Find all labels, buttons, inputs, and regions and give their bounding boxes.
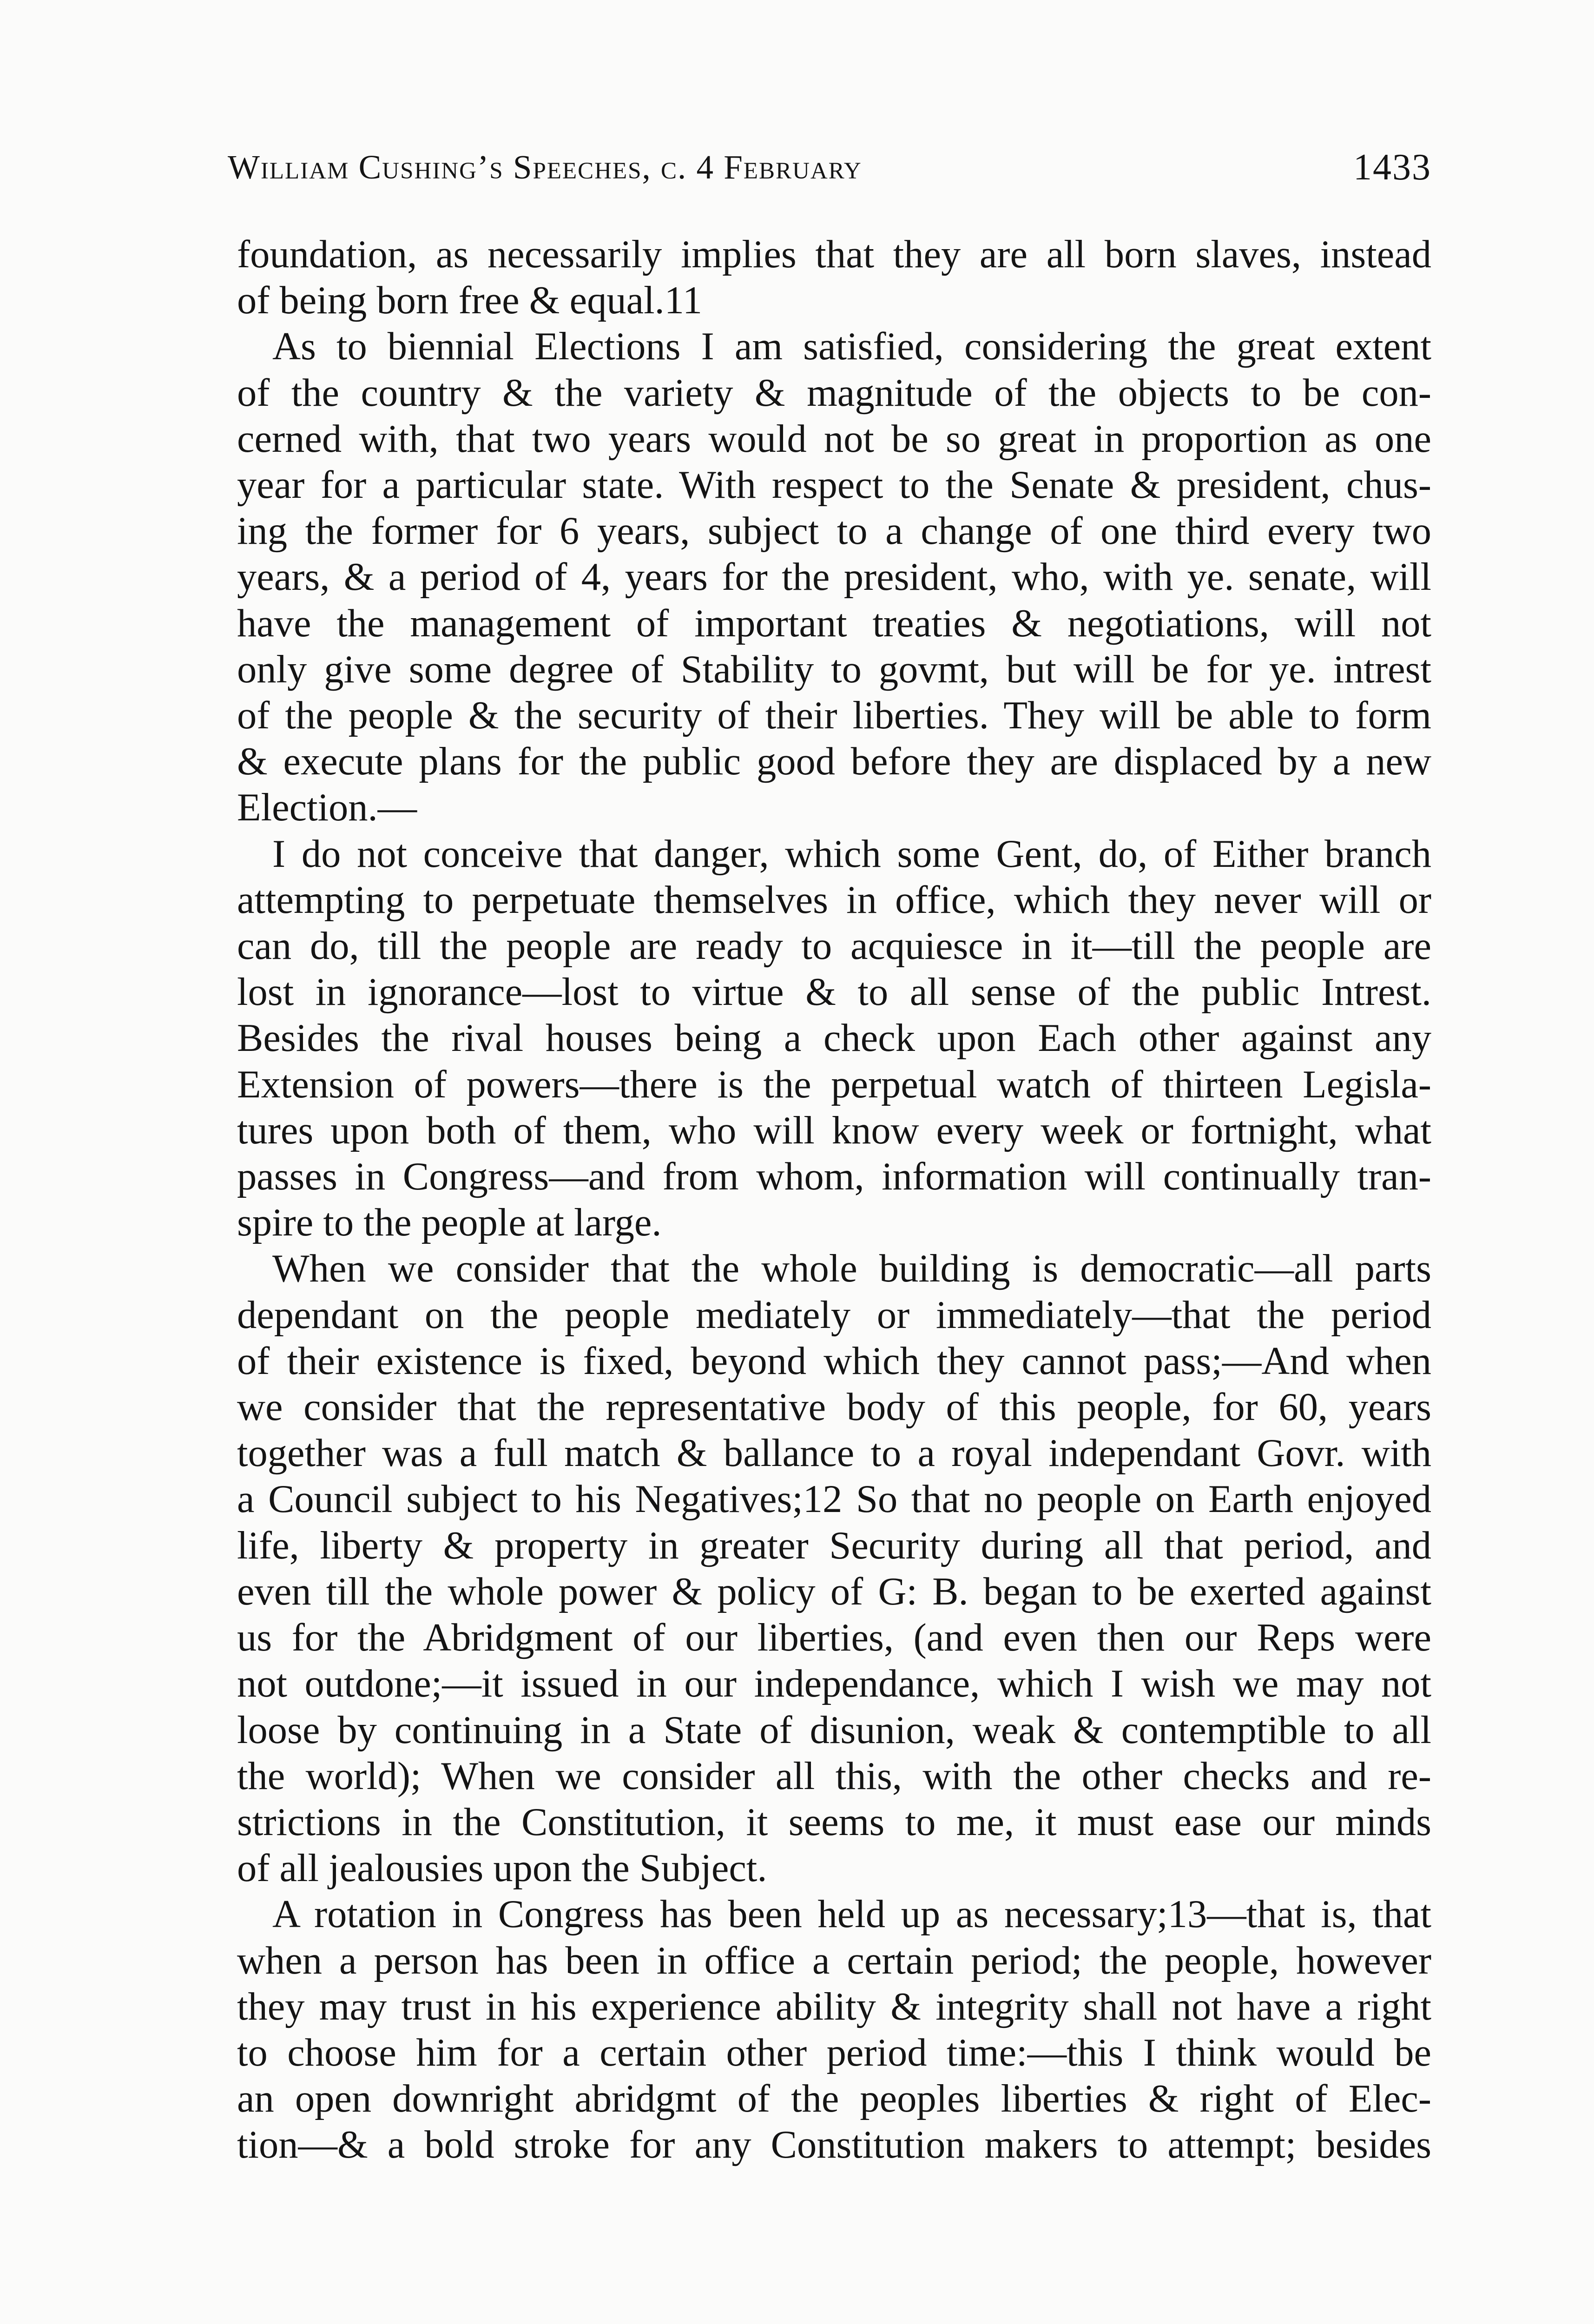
text-line: Election.— <box>237 786 417 830</box>
text-line: & execute plans for the public good before they are displaced by a new <box>237 740 1431 784</box>
page-number: 1433 <box>1353 147 1431 188</box>
text-line: of all jealousies upon the Subject. <box>237 1847 767 1890</box>
text-line: a Council subject to his Negatives;12 So that no people on Earth enjoyed <box>237 1478 1431 1521</box>
text-line: an open downright abridgmt of the peoples liberties & right of Elec- <box>237 2077 1431 2121</box>
text-line: attempting to perpetuate themselves in office, which they never will or <box>237 878 1431 922</box>
text-line: ing the former for 6 years, subject to a change of one third every two <box>237 509 1431 553</box>
text-line: strictions in the Constitution, it seems to me, it must ease our minds <box>237 1800 1431 1844</box>
running-head-title: William Cushing’s Speeches, c. 4 February <box>228 148 862 186</box>
text-line: spire to the people at large. <box>237 1201 662 1245</box>
text-line: foundation, as necessarily implies that they are all born slaves, instead <box>237 233 1431 276</box>
running-head <box>228 142 1431 193</box>
text-line: even till the whole power & policy of G: B. began to be exerted against <box>237 1570 1431 1613</box>
text-line: As to biennial Elections I am satisfied, considering the great extent <box>272 325 1431 369</box>
text-line: passes in Congress—and from whom, information will continually tran- <box>237 1155 1431 1199</box>
text-line: when a person has been in office a certain period; the people, however <box>237 1939 1431 1982</box>
text-line: of their existence is fixed, beyond which they cannot pass;—And when <box>237 1339 1431 1383</box>
text-line: us for the Abridgment of our liberties, (and even then our Reps were <box>237 1616 1431 1660</box>
text-line: Extension of powers—there is the perpetual watch of thirteen Legisla- <box>237 1063 1431 1106</box>
text-line: we consider that the representative body of this people, for 60, years <box>237 1386 1431 1429</box>
text-line: tion—& a bold stroke for any Constitution makers to attempt; besides <box>237 2123 1431 2167</box>
text-line: to choose him for a certain other period time:—this I think would be <box>237 2031 1431 2074</box>
text-line: dependant on the people mediately or immediately—that the period <box>237 1293 1431 1337</box>
text-line: When we consider that the whole building is democratic—all parts <box>272 1247 1431 1291</box>
text-line: together was a full match & ballance to a royal independant Govr. with <box>237 1432 1431 1475</box>
text-line: not outdone;—it issued in our independance, which I wish we may not <box>237 1662 1431 1706</box>
text-line: can do, till the people are ready to acquiesce in it—till the people are <box>237 924 1431 968</box>
text-line: year for a particular state. With respect to the Senate & president, chus- <box>237 463 1431 507</box>
body-text <box>237 231 1431 2168</box>
text-line: life, liberty & property in greater Security during all that period, and <box>237 1524 1431 1567</box>
text-line: years, & a period of 4, years for the president, who, with ye. senate, will <box>237 555 1431 599</box>
text-line: the world); When we consider all this, with the other checks and re- <box>237 1754 1431 1798</box>
text-line: of being born free & equal.11 <box>237 279 703 323</box>
text-line: of the people & the security of their liberties. They will be able to form <box>237 694 1431 738</box>
text-line: I do not conceive that danger, which some Gent, do, of Either branch <box>272 832 1431 876</box>
text-line: tures upon both of them, who will know every week or fortnight, what <box>237 1109 1431 1152</box>
text-line: they may trust in his experience ability & integrity shall not have a right <box>237 1985 1431 2028</box>
text-line: cerned with, that two years would not be so great in proportion as one <box>237 417 1431 461</box>
text-line: Besides the rival houses being a check upon Each other against any <box>237 1017 1431 1060</box>
text-line: A rotation in Congress has been held up as necessary;13—that is, that <box>272 1893 1431 1936</box>
text-line: loose by continuing in a State of disunion, weak & contemptible to all <box>237 1708 1431 1752</box>
text-line: only give some degree of Stability to govmt, but will be for ye. intrest <box>237 647 1431 691</box>
text-line: have the management of important treaties & negotiations, will not <box>237 601 1431 645</box>
text-line: lost in ignorance—lost to virtue & to all sense of the public Intrest. <box>237 971 1431 1014</box>
text-line: of the country & the variety & magnitude of the objects to be con- <box>237 371 1431 415</box>
